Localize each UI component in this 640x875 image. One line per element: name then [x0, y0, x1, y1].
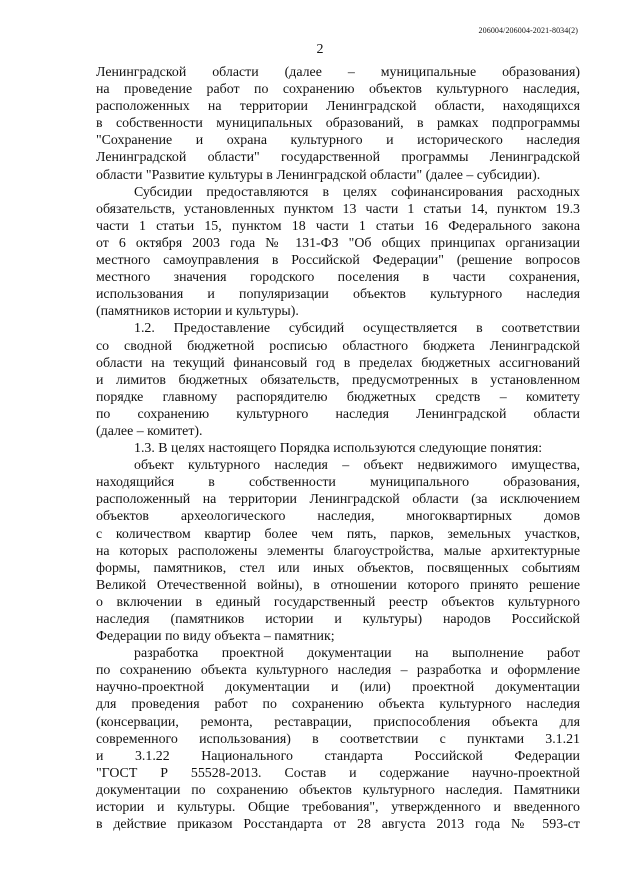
text-line: расположенный на территории Ленинградской области (за исключением — [96, 492, 580, 508]
text-line: формы, памятников, стел или иных объектов, посвященных событиям — [96, 560, 580, 576]
text-line: Федерации по виду объекта – памятник; — [96, 629, 335, 645]
text-line: порядке главному распорядителю бюджетных средств – комитету — [96, 389, 580, 405]
text-line: на которых расположены элементы благоустройства, малые архитектурные — [96, 543, 580, 559]
text-line: с количеством квартир более чем пять, парков, земельных участков, — [96, 526, 580, 542]
text-line: области "Развитие культуры в Ленинградской области" (далее – субсидии). — [96, 167, 541, 183]
text-line: 1.2. Предоставление субсидий осуществляется в соответствии — [134, 321, 580, 337]
text-line: части 1 статьи 15, пунктом 18 части 1 статьи 16 Федерального закона — [96, 218, 580, 234]
text-line: 1.3. В целях настоящего Порядка используются следующие понятия: — [134, 441, 543, 457]
text-line: на проведение работ по сохранению объектов культурного наследия, — [96, 82, 580, 98]
text-line: Великой Отечественной войны), в отношении которого принято решение — [96, 577, 580, 593]
text-line: в действие приказом Росстандарта от 28 августа 2013 года № 593-ст — [96, 817, 580, 833]
text-line: "ГОСТ Р 55528-2013. Состав и содержание научно-проектной — [96, 765, 580, 781]
text-line: (далее – комитет). — [96, 423, 203, 439]
text-line: в собственности муниципальных образований, в рамках подпрограммы — [96, 116, 580, 132]
text-line: документации по сохранению объектов культурного наследия. Памятники — [96, 782, 580, 798]
text-line: и лимитов бюджетных обязательств, предусмотренных в установленном — [96, 372, 580, 388]
text-line: использования и популяризации объектов культурного наследия — [96, 287, 580, 303]
text-line: области на текущий финансовый год в пределах бюджетных ассигнований — [96, 355, 580, 371]
document-id: 206004/206004-2021-8034(2) — [478, 26, 578, 35]
text-line: объект культурного наследия – объект недвижимого имущества, — [134, 458, 580, 474]
text-line: современного использования) в соответствии с пунктами 3.1.21 — [96, 731, 580, 747]
text-line: (памятников истории и культуры). — [96, 304, 299, 320]
text-line: Ленинградской области" государственной программы Ленинградской — [96, 150, 580, 166]
text-line: местного самоуправления в Российской Федерации" (решение вопросов — [96, 253, 580, 269]
text-line: истории и культуры. Общие требования", утвержденного и введенного — [96, 800, 580, 816]
text-line: Ленинградской области (далее – муниципальные образования) — [96, 65, 580, 80]
text-line: "Сохранение и охрана культурного и исторического наследия — [96, 133, 580, 149]
text-line: расположенных на территории Ленинградской области, находящихся — [96, 99, 580, 115]
text-line: со сводной бюджетной росписью областного бюджета Ленинградской — [96, 338, 580, 354]
text-line: наследия (памятников истории и культуры) народов Российской — [96, 612, 580, 627]
text-line: объектов археологического наследия, многоквартирных домов — [96, 509, 580, 525]
text-line: разработка проектной документации на выполнение работ — [134, 646, 580, 662]
page-number: 2 — [316, 42, 324, 57]
text-line: для проведения работ по сохранению объекта культурного наследия — [96, 697, 580, 713]
text-line: находящийся в собственности муниципального образования, — [96, 475, 580, 491]
text-line: по сохранению объекта культурного наследия – разработка и оформление — [96, 663, 580, 679]
text-line: обязательств, установленных пунктом 13 части 1 статьи 14, пунктом 19.3 — [96, 201, 580, 217]
text-line: местного значения городского поселения в части сохранения, — [96, 270, 580, 286]
text-line: научно-проектной документации и (или) проектной документации — [96, 680, 580, 696]
text-line: (консервации, ремонта, реставрации, приспособления объекта для — [96, 714, 580, 730]
text-line: о включении в единый государственный реестр объектов культурного — [96, 594, 580, 610]
text-line: от 6 октября 2003 года № 131-ФЗ "Об общих принципах организации — [96, 235, 580, 251]
text-line: и 3.1.22 Национального стандарта Российской Федерации — [96, 748, 580, 764]
text-line: по сохранению культурного наследия Ленинградской области — [96, 406, 580, 422]
text-line: Субсидии предоставляются в целях софинансирования расходных — [134, 184, 580, 200]
document-body — [96, 64, 580, 833]
